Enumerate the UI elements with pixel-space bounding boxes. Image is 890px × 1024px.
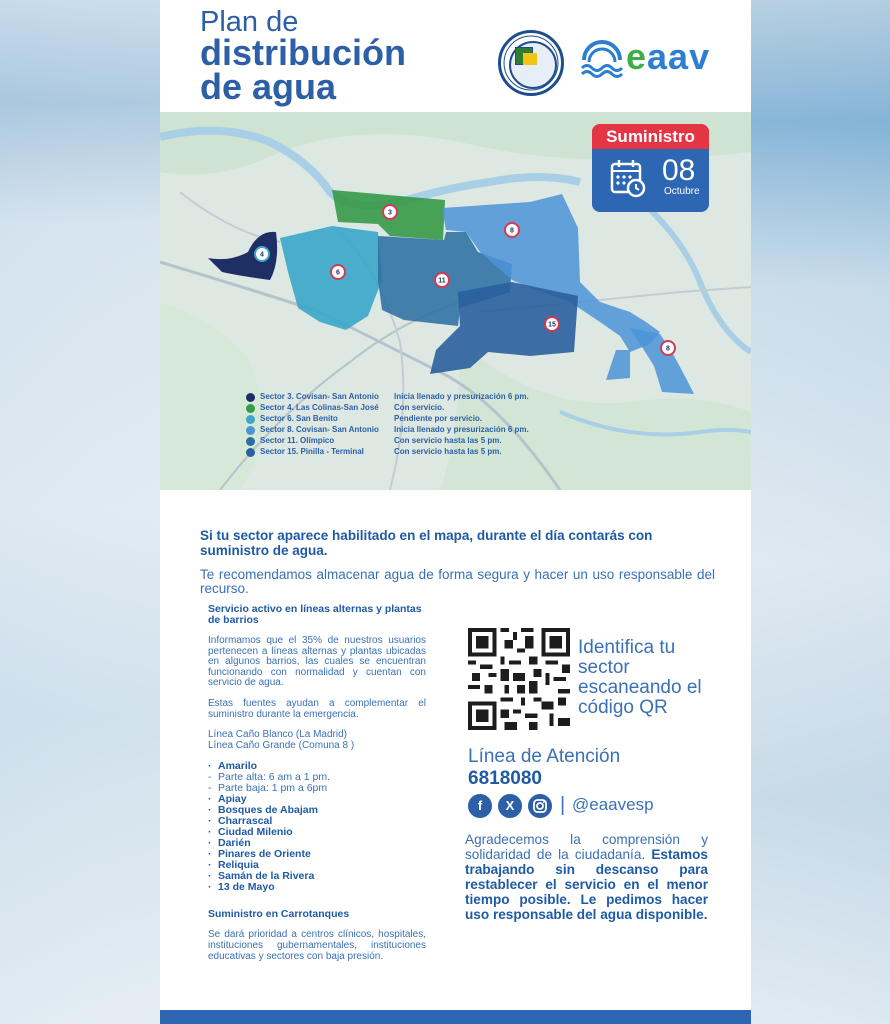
title-line-2: distribución xyxy=(200,32,406,73)
thanks-text xyxy=(465,832,708,922)
poster-header xyxy=(160,0,751,112)
badge-month: Octubre xyxy=(664,186,700,197)
svg-text:11: 11 xyxy=(438,277,446,285)
left-column xyxy=(208,604,426,962)
legend-sector-name: Sector 6. San Benito xyxy=(260,414,338,423)
badge-label: Suministro xyxy=(592,124,709,149)
legend-color-dot xyxy=(246,426,255,435)
marker-sector-11 xyxy=(435,273,449,287)
legend-sector-name: Sector 3. Covisan- San Antonio xyxy=(260,392,379,401)
svg-text:3: 3 xyxy=(388,209,392,217)
social-separator: | xyxy=(560,794,566,816)
lead-text: Si tu sector aparece habilitado en el mapa, durante el día contarás con suministro de agua. xyxy=(200,528,653,558)
water-waves-icon xyxy=(580,40,624,80)
legend-sector-status: Con servicio hasta las 5 pm. xyxy=(394,447,502,456)
thanks-bold: Estamos trabajando sin descanso para restablecer el servicio en el menor tiempo posible. Le pedimos hacer uso responsable del agua disponible. xyxy=(465,847,708,922)
svg-text:6: 6 xyxy=(336,269,340,277)
svg-text:8: 8 xyxy=(666,345,670,353)
thanks-plain: Agradecemos la comprensión y solidaridad de la ciudadanía. xyxy=(465,832,708,862)
background-blur-left xyxy=(0,0,160,1024)
legend-sector-name: Sector 8. Covisan- San Antonio xyxy=(260,425,379,434)
legend-color-dot xyxy=(246,448,255,457)
barrios-list: · Amarilo - Parte alta: 6 am a 1 pm. - Parte baja: 1 pm a 6pm · Apiay · Bosques de Abajam · Charrascal · Ciudad Milenio · Darién · Pinares de Oriente · Reliquia · Samán de la Rivera · 13 de Mayo xyxy=(208,760,331,894)
legend-sector-status: Inicia llenado y presurización 6 pm. xyxy=(394,425,529,434)
qr-code[interactable] xyxy=(468,628,570,730)
legend-color-dot xyxy=(246,393,255,402)
x-icon[interactable]: X xyxy=(498,794,522,818)
svg-text:8: 8 xyxy=(510,227,514,235)
title-line-3: de agua xyxy=(200,66,337,107)
legend-color-dot xyxy=(246,437,255,446)
support-phone[interactable]: 6818080 xyxy=(468,768,542,789)
eaav-logo-text: eaav xyxy=(626,36,711,77)
instagram-glyph xyxy=(528,794,552,818)
marker-sector-8b xyxy=(661,341,675,355)
social-handle[interactable]: @eaavesp xyxy=(572,795,654,814)
calendar-clock-icon xyxy=(610,158,646,198)
carrotanques-paragraph: Se dará prioridad a centros clínicos, hospitales, instituciones gubernamentales, instituciones educativas y sectores con baja presión. xyxy=(208,929,426,962)
legend-sector-status: Con servicio. xyxy=(394,403,445,412)
legend-sector-name: Sector 4. Las Colinas-San José xyxy=(260,403,379,412)
legend-sector-status: Con servicio hasta las 5 pm. xyxy=(394,436,502,445)
legend-sector-name: Sector 15. Pinilla - Terminal xyxy=(260,447,364,456)
bottom-bar xyxy=(160,1010,751,1024)
marker-sector-15 xyxy=(545,317,559,331)
marker-sector-8 xyxy=(505,223,519,237)
alternate-lines-paragraph: Informamos que el 35% de nuestros usuarios pertenecen a líneas alternas y plantas ubicadas en algunos barrios, las cuales se encuentran funcionando con normalidad y cuentan con servicio de agua. xyxy=(208,635,426,689)
title-line-1: Plan de xyxy=(200,6,299,38)
instagram-icon[interactable] xyxy=(528,794,552,818)
legend-sector-status: Inicia llenado y presurización 6 pm. xyxy=(394,392,529,401)
marker-sector-6 xyxy=(331,265,345,279)
line-cano-grande: Línea Caño Grande (Comuna 8 ) xyxy=(208,739,355,751)
svg-text:4: 4 xyxy=(260,251,264,259)
recommendation-text: Te recomendamos almacenar agua de forma segura y hacer un uso responsable del recurso. xyxy=(200,567,715,596)
badge-day: 08 xyxy=(662,154,696,187)
qr-instructions: Identifica tu sector escaneando el código QR xyxy=(578,637,702,718)
complement-paragraph: Estas fuentes ayudan a complementar el suministro durante la emergencia. xyxy=(208,697,426,720)
social-links xyxy=(468,794,718,820)
alcaldia-seal-logo xyxy=(498,30,564,96)
line-cano-blanco: Línea Caño Blanco (La Madrid) xyxy=(208,729,347,741)
carrotanques-heading: Suministro en Carrotanques xyxy=(208,908,350,921)
legend-sector-status: Pendiente por servicio. xyxy=(394,414,483,423)
legend-color-dot xyxy=(246,415,255,424)
poster xyxy=(160,0,751,1024)
svg-text:15: 15 xyxy=(548,321,556,329)
marker-sector-3 xyxy=(383,205,397,219)
alternate-lines-heading: Servicio activo en líneas alternas y plantas de barrios xyxy=(208,603,422,626)
facebook-icon[interactable]: f xyxy=(468,794,492,818)
background-blur-right xyxy=(730,0,890,1024)
supply-date-badge xyxy=(592,124,709,212)
marker-sector-4 xyxy=(255,247,269,261)
support-line-title: Línea de Atención xyxy=(468,746,621,767)
legend-sector-name: Sector 11. Olímpico xyxy=(260,436,335,445)
legend-color-dot xyxy=(246,404,255,413)
seal-emblem-icon xyxy=(523,53,537,65)
eaav-logo xyxy=(580,36,730,80)
